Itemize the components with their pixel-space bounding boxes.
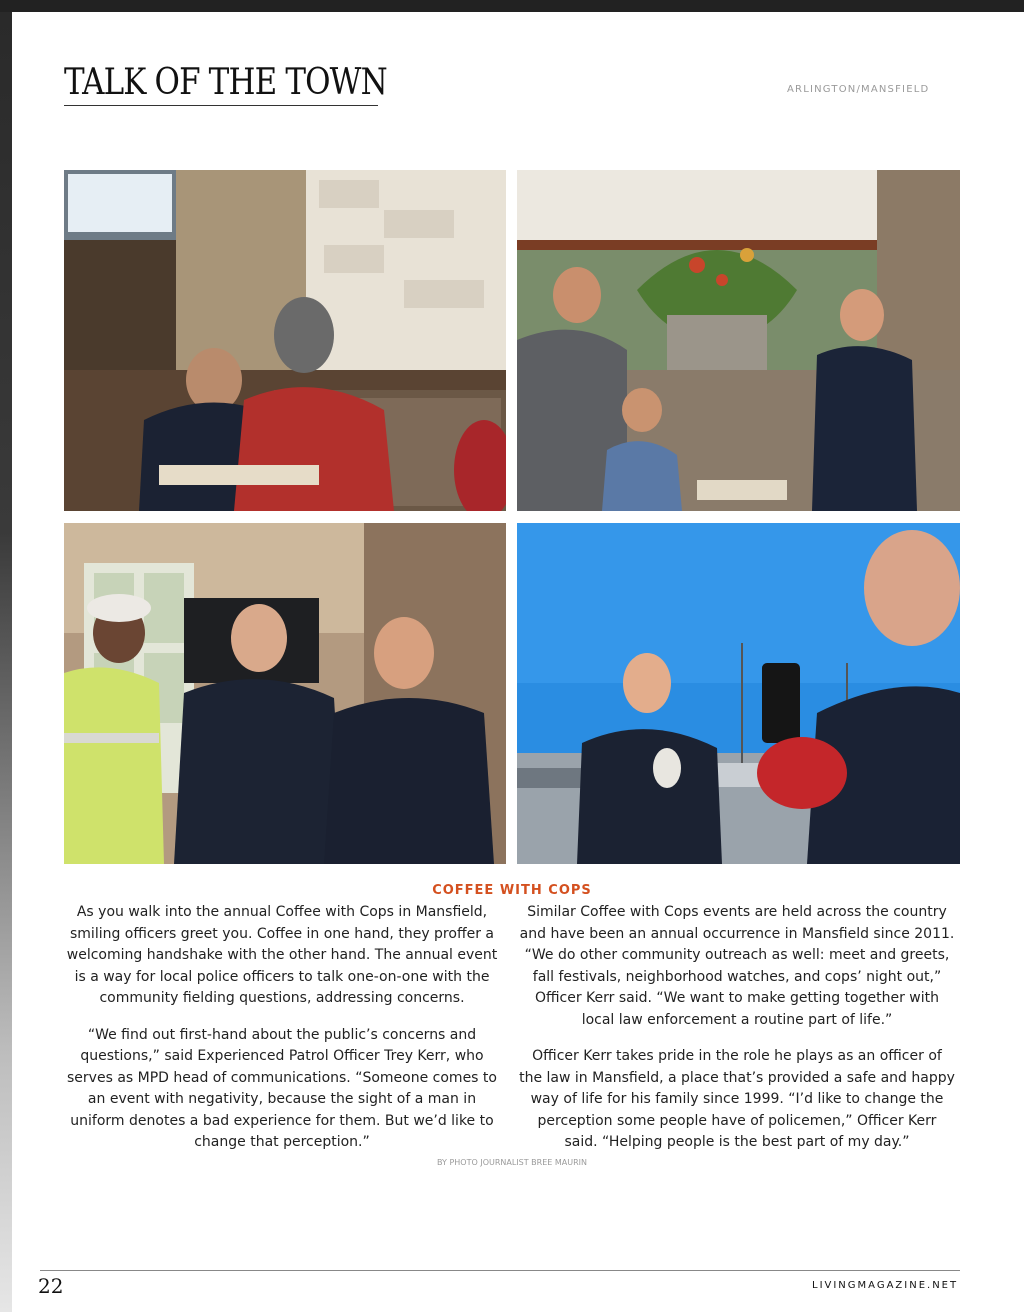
footer-divider bbox=[40, 1270, 960, 1271]
website-link[interactable]: LIVINGMAGAZINE.NET bbox=[812, 1280, 959, 1291]
photo-officer-with-diners bbox=[517, 170, 960, 511]
article-paragraph: “We find out first-hand about the public’s concerns and questions,” said Experienced Patrol Officer Trey Kerr, who serves as MPD head of communications. “Someone comes to an event with negativity, because the sight of a man in uniform denotes a bad experience for them. But we’d like to change that perception.” bbox=[67, 1026, 497, 1150]
top-bar bbox=[0, 0, 1024, 12]
photo-officers-with-resident bbox=[64, 523, 506, 864]
photo-officer-with-kitten bbox=[517, 523, 960, 864]
photo-credit: BY PHOTO JOURNALIST BREE MAURIN bbox=[436, 1158, 588, 1167]
article-paragraph: As you walk into the annual Coffee with Cops in Mansfield, smiling officers greet you. Coffee in one hand, they proffer a welcoming handshake with the other hand. The annual event is a way for local police officers to talk one-on-one with the community fielding questions, addressing concerns. bbox=[66, 904, 498, 1006]
page-edge-shadow bbox=[0, 12, 12, 1312]
article-paragraph: Similar Coffee with Cops events are held across the country and have been an annual occurrence in Mansfield since 2011. “We do other community outreach as well: meet and greets, fall festivals, neighborhood watches, and cops’ night out,” Officer Kerr said. “We want to make getting together with local law enforcement a routine part of life.” bbox=[519, 904, 955, 1028]
title-underline bbox=[64, 105, 378, 106]
article-column-right bbox=[519, 902, 955, 1169]
magazine-page bbox=[12, 12, 1024, 1312]
article-headline: COFFEE WITH COPS bbox=[432, 883, 592, 898]
article-paragraph: Officer Kerr takes pride in the role he plays as an officer of the law in Mansfield, a place that’s provided a safe and happy way of life for his family since 1999. “I’d like to change the perception some people have of policemen,” Officer Kerr said. “Helping people is the best part of my day.” bbox=[519, 1048, 955, 1150]
photo-officers-in-booth bbox=[64, 170, 506, 511]
page-number: 22 bbox=[38, 1274, 64, 1298]
region-label: ARLINGTON/MANSFIELD bbox=[787, 84, 930, 95]
article-column-left bbox=[64, 902, 500, 1169]
section-title: TALK OF THE TOWN bbox=[64, 62, 387, 103]
